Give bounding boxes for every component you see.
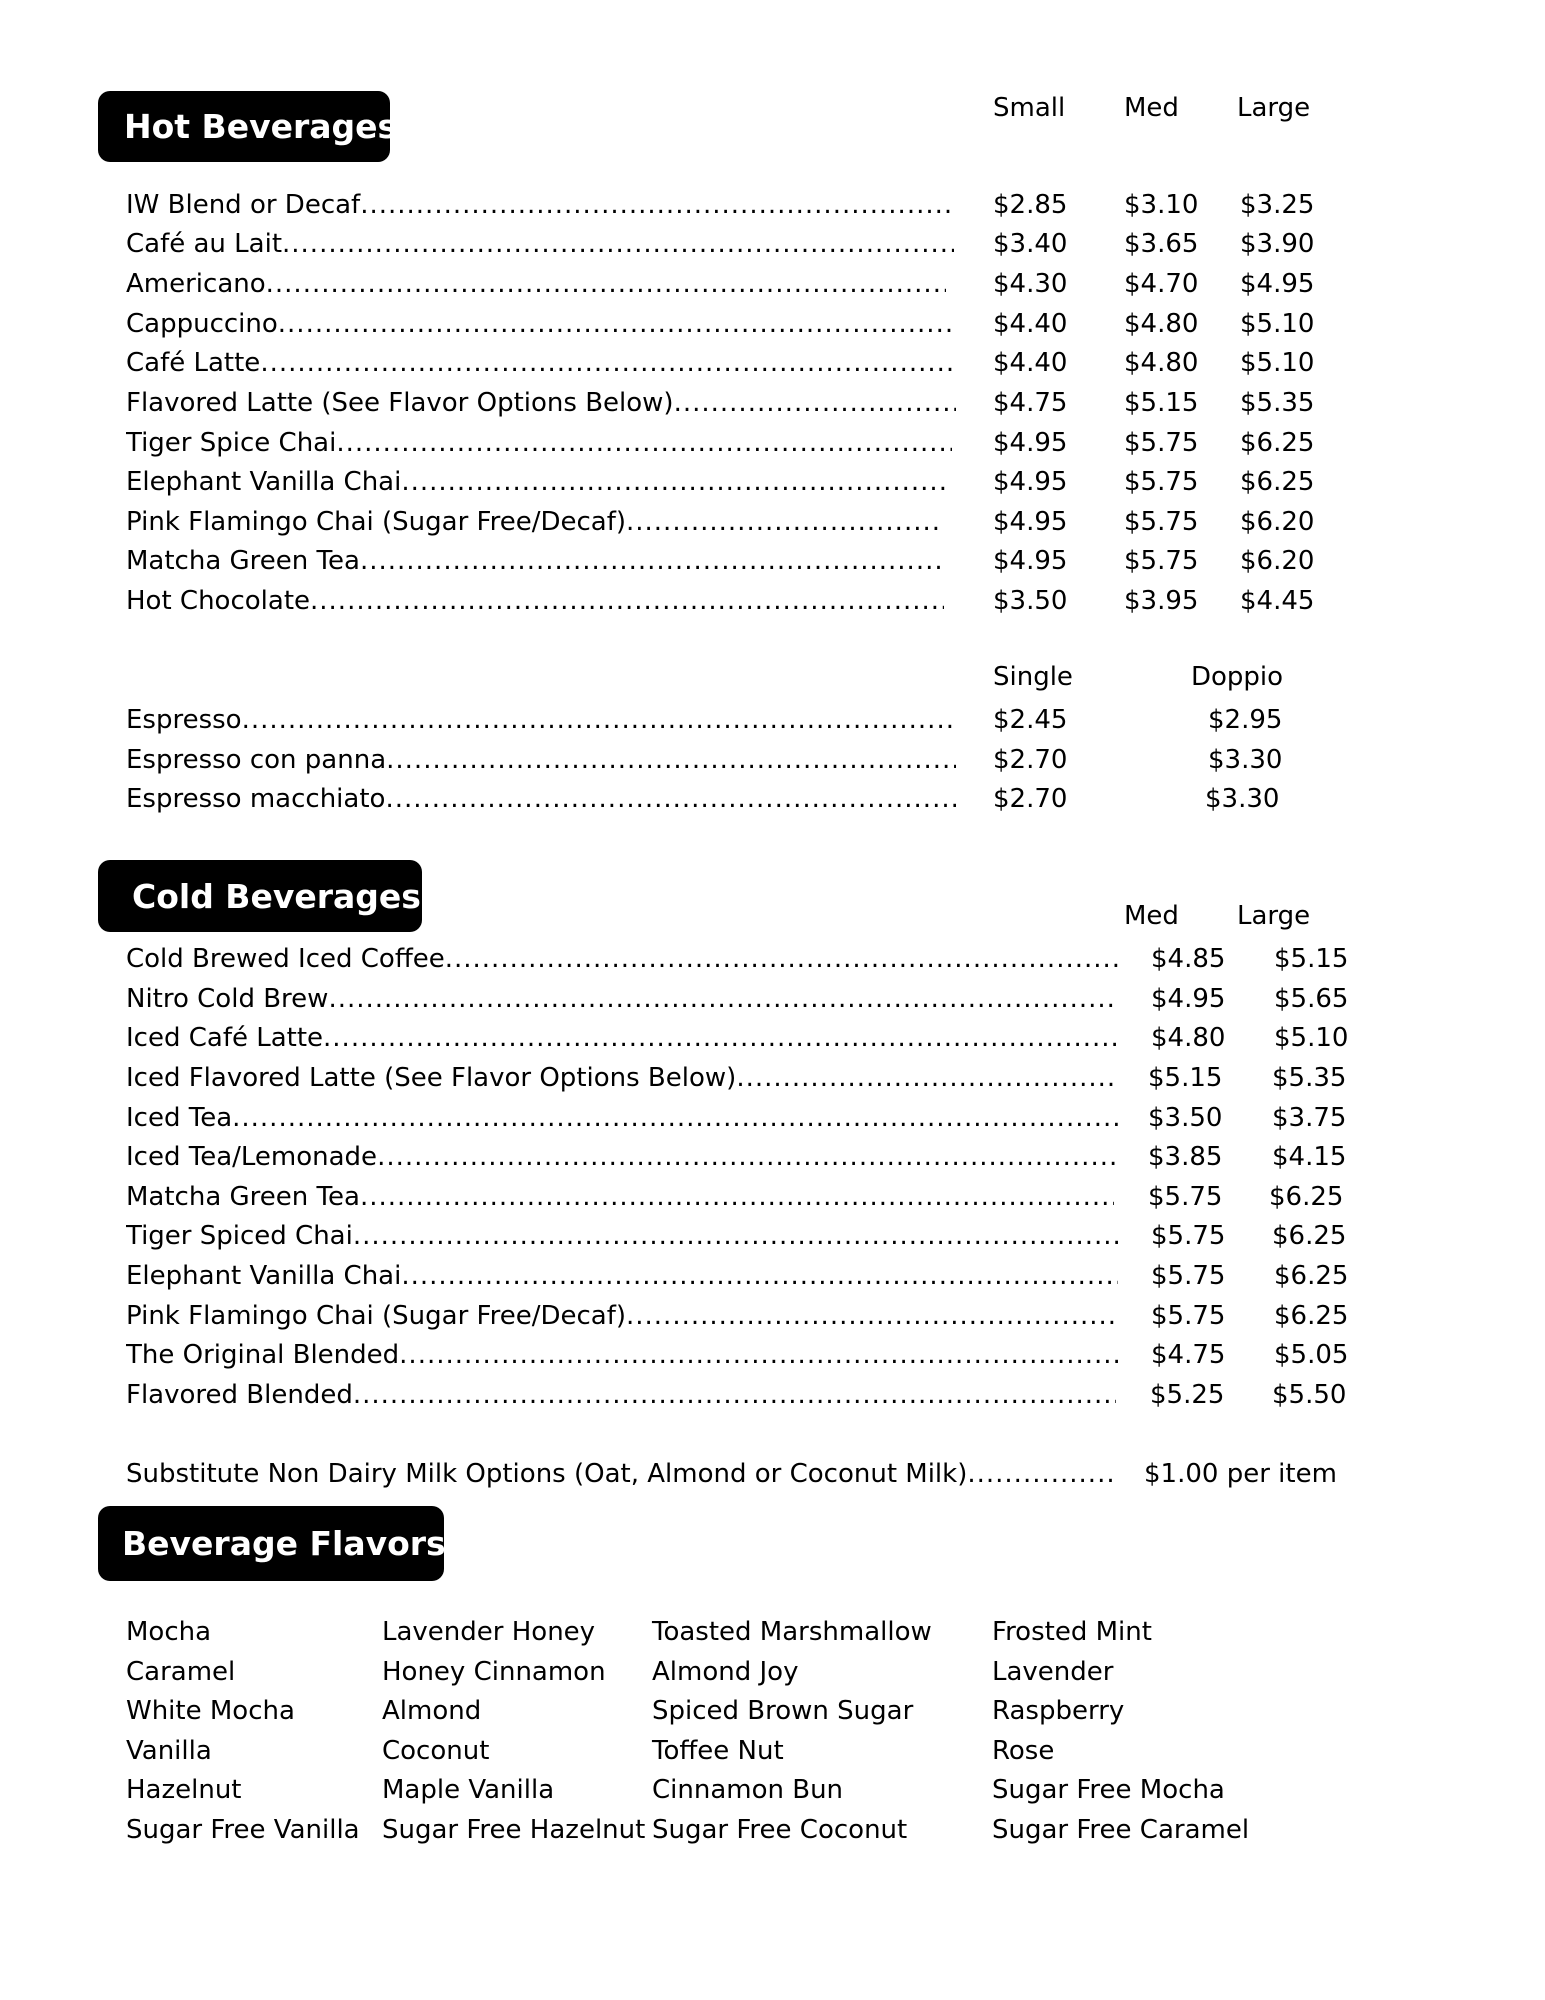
item-name: Cold Brewed Iced Coffee ..... bbox=[126, 939, 1118, 979]
substitute-price: $1.00 per item bbox=[1144, 1459, 1337, 1489]
price-single: $2.45 bbox=[993, 705, 1068, 735]
flavor-item: Sugar Free Hazelnut bbox=[382, 1815, 646, 1845]
price-large: $6.25 bbox=[1240, 428, 1315, 458]
item-name: IW Blend or Decaf ..... bbox=[126, 185, 954, 225]
price-med: $5.75 bbox=[1151, 1301, 1226, 1331]
price-large: $6.25 bbox=[1269, 1182, 1344, 1212]
price-large: $6.25 bbox=[1240, 467, 1315, 497]
price-large: $4.95 bbox=[1240, 269, 1315, 299]
price-large: $3.75 bbox=[1272, 1103, 1347, 1133]
price-large: $3.90 bbox=[1240, 229, 1315, 259]
price-small: $4.30 bbox=[993, 269, 1068, 299]
item-name: Cappuccino ..... bbox=[126, 304, 952, 344]
price-small: $4.75 bbox=[993, 388, 1068, 418]
item-name: Café au Lait ..... bbox=[126, 224, 954, 264]
price-large: $5.35 bbox=[1240, 388, 1315, 418]
cold-beverages-banner bbox=[98, 860, 422, 932]
price-med: $4.75 bbox=[1151, 1340, 1226, 1370]
item-name: Flavored Blended ..... bbox=[126, 1375, 1116, 1415]
flavor-item: Toasted Marshmallow bbox=[652, 1617, 932, 1647]
price-med: $3.50 bbox=[1148, 1103, 1223, 1133]
price-med: $4.80 bbox=[1124, 348, 1199, 378]
price-med: $5.75 bbox=[1124, 546, 1199, 576]
price-small: $3.40 bbox=[993, 229, 1068, 259]
cold-size-large-header: Large bbox=[1237, 901, 1311, 931]
price-med: $5.75 bbox=[1151, 1261, 1226, 1291]
cold-size-med-header: Med bbox=[1124, 901, 1179, 931]
item-name: Espresso con panna ..... bbox=[126, 740, 956, 780]
price-large: $3.25 bbox=[1240, 190, 1315, 220]
price-med: $4.80 bbox=[1151, 1023, 1226, 1053]
item-name: Pink Flamingo Chai (Sugar Free/Decaf) ..... bbox=[126, 1296, 1118, 1336]
price-large: $5.15 bbox=[1274, 944, 1349, 974]
flavor-item: Coconut bbox=[382, 1736, 490, 1766]
espresso-size-doppio-header: Doppio bbox=[1191, 662, 1284, 692]
price-med: $5.75 bbox=[1151, 1221, 1226, 1251]
price-large: $6.20 bbox=[1240, 546, 1315, 576]
item-name: Espresso ..... bbox=[126, 700, 956, 740]
flavor-item: Cinnamon Bun bbox=[652, 1775, 844, 1805]
price-med: $5.75 bbox=[1148, 1182, 1223, 1212]
price-large: $5.10 bbox=[1240, 348, 1315, 378]
flavor-item: White Mocha bbox=[126, 1696, 295, 1726]
item-name: Substitute Non Dairy Milk Options (Oat, Almond or Coconut Milk) ..... bbox=[126, 1454, 1114, 1494]
item-name: Iced Tea/Lemonade ..... bbox=[126, 1137, 1118, 1177]
flavor-item: Vanilla bbox=[126, 1736, 212, 1766]
flavor-item: Rose bbox=[992, 1736, 1055, 1766]
item-name: The Original Blended ..... bbox=[126, 1335, 1118, 1375]
item-name: Elephant Vanilla Chai ..... bbox=[126, 1256, 1118, 1296]
flavor-item: Sugar Free Vanilla bbox=[126, 1815, 360, 1845]
price-med: $3.85 bbox=[1148, 1142, 1223, 1172]
beverage-flavors-title: Beverage Flavors bbox=[122, 1524, 446, 1563]
hot-beverages-banner bbox=[98, 91, 398, 162]
price-large: $4.45 bbox=[1240, 586, 1315, 616]
price-large: $5.50 bbox=[1272, 1380, 1347, 1410]
price-small: $4.95 bbox=[993, 467, 1068, 497]
price-doppio: $2.95 bbox=[1208, 705, 1283, 735]
item-name: Americano ..... bbox=[126, 264, 946, 304]
price-large: $5.10 bbox=[1240, 309, 1315, 339]
item-name: Pink Flamingo Chai (Sugar Free/Decaf) ..... bbox=[126, 502, 942, 542]
price-doppio: $3.30 bbox=[1205, 784, 1280, 814]
item-name: Espresso macchiato ..... bbox=[126, 779, 956, 819]
item-name: Matcha Green Tea ..... bbox=[126, 1177, 1114, 1217]
flavor-item: Sugar Free Caramel bbox=[992, 1815, 1250, 1845]
hot-size-large-header: Large bbox=[1237, 93, 1311, 123]
flavor-item: Maple Vanilla bbox=[382, 1775, 555, 1805]
price-large: $4.15 bbox=[1272, 1142, 1347, 1172]
price-small: $4.40 bbox=[993, 348, 1068, 378]
price-med: $4.85 bbox=[1151, 944, 1226, 974]
flavor-item: Lavender Honey bbox=[382, 1617, 596, 1647]
flavor-item: Caramel bbox=[126, 1657, 236, 1687]
item-name: Café Latte ..... bbox=[126, 343, 954, 383]
flavor-item: Lavender bbox=[992, 1657, 1114, 1687]
price-med: $5.75 bbox=[1124, 467, 1199, 497]
price-med: $3.65 bbox=[1124, 229, 1199, 259]
price-large: $6.25 bbox=[1274, 1301, 1349, 1331]
espresso-size-single-header: Single bbox=[993, 662, 1073, 692]
price-med: $4.70 bbox=[1124, 269, 1199, 299]
price-med: $5.75 bbox=[1124, 507, 1199, 537]
price-small: $4.40 bbox=[993, 309, 1068, 339]
price-large: $5.35 bbox=[1272, 1063, 1347, 1093]
item-name: Flavored Latte (See Flavor Options Below) ..... bbox=[126, 383, 956, 423]
item-name: Hot Chocolate ..... bbox=[126, 581, 944, 621]
beverage-flavors-banner bbox=[98, 1506, 444, 1581]
flavor-item: Spiced Brown Sugar bbox=[652, 1696, 914, 1726]
item-name: Tiger Spice Chai ..... bbox=[126, 423, 952, 463]
price-single: $2.70 bbox=[993, 745, 1068, 775]
flavor-item: Almond Joy bbox=[652, 1657, 799, 1687]
price-small: $4.95 bbox=[993, 546, 1068, 576]
price-large: $6.25 bbox=[1272, 1221, 1347, 1251]
price-med: $5.15 bbox=[1124, 388, 1199, 418]
price-med: $4.95 bbox=[1151, 984, 1226, 1014]
price-med: $5.75 bbox=[1124, 428, 1199, 458]
flavor-item: Almond bbox=[382, 1696, 482, 1726]
flavor-item: Raspberry bbox=[992, 1696, 1125, 1726]
price-large: $5.10 bbox=[1274, 1023, 1349, 1053]
cold-beverages-title: Cold Beverages bbox=[132, 876, 421, 916]
item-name: Iced Flavored Latte (See Flavor Options Below) ..... bbox=[126, 1058, 1114, 1098]
price-single: $2.70 bbox=[993, 784, 1068, 814]
price-med: $5.25 bbox=[1150, 1380, 1225, 1410]
price-large: $5.65 bbox=[1274, 984, 1349, 1014]
item-name: Tiger Spiced Chai ..... bbox=[126, 1216, 1118, 1256]
price-med: $3.10 bbox=[1124, 190, 1199, 220]
hot-beverages-title: Hot Beverages bbox=[124, 107, 398, 146]
flavor-item: Mocha bbox=[126, 1617, 212, 1647]
flavor-item: Hazelnut bbox=[126, 1775, 242, 1805]
item-name: Iced Tea ..... bbox=[126, 1098, 1118, 1138]
price-med: $3.95 bbox=[1124, 586, 1199, 616]
price-large: $5.05 bbox=[1274, 1340, 1349, 1370]
flavor-item: Honey Cinnamon bbox=[382, 1657, 606, 1687]
price-med: $5.15 bbox=[1148, 1063, 1223, 1093]
flavor-item: Toffee Nut bbox=[652, 1736, 784, 1766]
flavor-item: Sugar Free Coconut bbox=[652, 1815, 908, 1845]
flavor-item: Frosted Mint bbox=[992, 1617, 1152, 1647]
price-large: $6.25 bbox=[1274, 1261, 1349, 1291]
price-small: $2.85 bbox=[993, 190, 1068, 220]
price-med: $4.80 bbox=[1124, 309, 1199, 339]
price-small: $4.95 bbox=[993, 428, 1068, 458]
item-name: Nitro Cold Brew ..... bbox=[126, 979, 1118, 1019]
price-doppio: $3.30 bbox=[1208, 745, 1283, 775]
price-small: $3.50 bbox=[993, 586, 1068, 616]
item-name: Matcha Green Tea ..... bbox=[126, 541, 944, 581]
price-large: $6.20 bbox=[1240, 507, 1315, 537]
flavor-item: Sugar Free Mocha bbox=[992, 1775, 1225, 1805]
hot-size-med-header: Med bbox=[1124, 93, 1179, 123]
hot-size-small-header: Small bbox=[993, 93, 1066, 123]
item-name: Elephant Vanilla Chai ..... bbox=[126, 462, 948, 502]
price-small: $4.95 bbox=[993, 507, 1068, 537]
item-name: Iced Café Latte ..... bbox=[126, 1018, 1116, 1058]
